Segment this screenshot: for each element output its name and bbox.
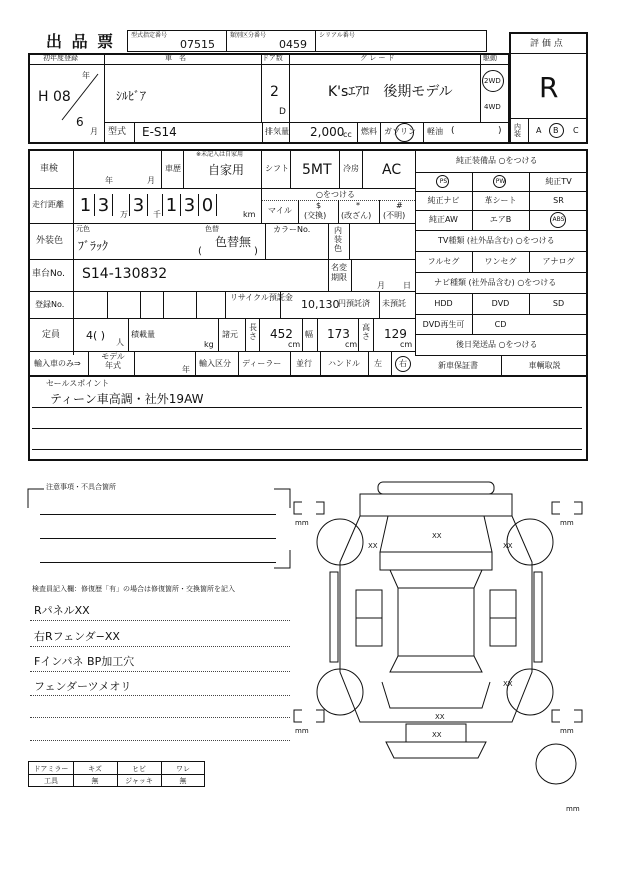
handle-left: 左 xyxy=(374,359,382,368)
length-cm: cm xyxy=(288,340,301,349)
name-change-label: 名変期限 xyxy=(331,263,347,282)
model-type-value: E-S14 xyxy=(142,125,177,139)
inspector-label: 検査員記入欄：修復歴「有」の場合は修復箇所・交換箇所を記入 xyxy=(32,585,235,593)
interior-grade-b: B xyxy=(553,126,559,135)
damage-mark: XX xyxy=(503,680,513,688)
color-paren-open: ( xyxy=(198,246,202,257)
car-name-label: 車 名 xyxy=(165,54,186,62)
interior-color-label: 内装色 xyxy=(334,226,342,253)
fuel-other-close: ) xyxy=(498,126,502,136)
model-type-label: 型式 xyxy=(108,127,127,137)
year-suffix: 年 xyxy=(82,71,90,80)
import-type-label: 輸入区分 xyxy=(199,359,231,368)
registration-label: 登録No. xyxy=(35,300,65,309)
chassis-no-value: S14-130832 xyxy=(82,266,168,282)
door-type: D xyxy=(279,107,286,117)
note-line-4: フェンダーツメオリ xyxy=(34,680,132,693)
tv-analog: アナログ xyxy=(542,257,575,266)
shift-label: シフト xyxy=(265,164,289,173)
mileage-digit: 0 xyxy=(201,194,214,216)
drive-label: 駆動 xyxy=(483,54,497,62)
equip-abs: ABS xyxy=(552,216,565,223)
tamper-star: * xyxy=(356,201,360,210)
class-code-box xyxy=(226,30,316,52)
exchange-label: (交換) xyxy=(304,211,327,220)
mileage-digit: 1 xyxy=(165,194,178,216)
nav-dvd: DVD xyxy=(491,299,510,308)
doors-value: 2 xyxy=(270,84,279,100)
displacement-value: 2,000 xyxy=(310,125,345,139)
doors-label: ドア数 xyxy=(262,54,283,62)
capacity-value: 4( ) xyxy=(86,329,106,342)
equip-navi: 純正ナビ xyxy=(427,196,460,205)
ac-value: AC xyxy=(382,162,402,178)
form-title: 出 品 票 xyxy=(46,32,116,51)
mm-unit: mm xyxy=(560,519,574,527)
interior-grade-label: 内装 xyxy=(514,123,521,138)
damage-mark: XX xyxy=(432,731,442,739)
grade-label: グ レ ー ド xyxy=(360,54,395,62)
tv-full: フルセグ xyxy=(427,257,460,266)
equip-leather: 革シート xyxy=(484,196,517,205)
equip-sr: SR xyxy=(553,196,564,205)
mm-unit: mm xyxy=(295,727,309,735)
name-change-month: 月 xyxy=(377,281,385,290)
width-cm: cm xyxy=(345,340,358,349)
exchange-dollar: $ xyxy=(316,201,322,210)
cc-unit: cc xyxy=(343,130,352,139)
handle-right: 右 xyxy=(399,359,407,368)
history-note: ※未記入は自家用 xyxy=(196,151,244,158)
note-line-3: Fインパネ BP加工穴 xyxy=(34,655,135,668)
nav-sd: SD xyxy=(552,299,565,308)
color-change-label: 色替 xyxy=(205,225,219,233)
equip-tv: 純正TV xyxy=(545,177,572,186)
dvd-playback: DVD再生可 xyxy=(422,320,465,329)
tv-oneseg: ワンセグ xyxy=(484,257,517,266)
model-code-box xyxy=(127,30,227,52)
color-change-value: 色替無 xyxy=(215,235,252,249)
rating-box xyxy=(509,32,588,144)
original-color-label: 元色 xyxy=(76,225,90,233)
width-value: 173 xyxy=(327,327,350,341)
length-value: 452 xyxy=(270,327,293,341)
equip-airbag: エアB xyxy=(489,215,512,224)
unit-sen: 千 xyxy=(153,210,161,219)
original-color-value: ﾌﾞﾗｯｸ xyxy=(78,239,109,253)
rating-value: R xyxy=(539,71,559,104)
tamper-label: (改ざん) xyxy=(341,211,372,220)
capacity-unit: 人 xyxy=(116,338,124,347)
mm-unit: mm xyxy=(566,805,580,813)
mileage-digit: 3 xyxy=(183,194,196,216)
grade-value: K'sｴｱﾛ 後期モデル xyxy=(328,84,453,100)
fuel-light-oil: 軽油 xyxy=(427,127,443,136)
serial-box xyxy=(315,30,487,52)
inspection-month-unit: 月 xyxy=(147,176,155,185)
capacity-label: 定員 xyxy=(42,330,61,340)
mileage-digit: 3 xyxy=(132,194,145,216)
damage-mark: XX xyxy=(435,713,445,721)
month-suffix: 月 xyxy=(90,127,98,136)
missing-header: ワレ xyxy=(176,764,190,773)
inspection-year-unit: 年 xyxy=(105,176,113,185)
mm-unit: mm xyxy=(560,727,574,735)
mileage-digit: 1 xyxy=(79,194,92,216)
unknown-hash: # xyxy=(396,201,403,210)
damage-mark: XX xyxy=(503,542,513,550)
damage-mark: XX xyxy=(432,532,442,540)
chassis-label: 車台No. xyxy=(32,269,65,279)
fuel-gasoline: ガソリン xyxy=(384,127,416,136)
recycle-pending: 未預託 xyxy=(382,299,406,308)
load-kg: kg xyxy=(204,340,214,349)
recycle-value: 10,130 xyxy=(301,298,340,311)
cd: CD xyxy=(494,320,507,329)
later-title: 後日発送品 ○をつける xyxy=(456,340,538,349)
model-code-value: 07515 xyxy=(180,38,215,51)
later-manual: 車輌取説 xyxy=(528,361,561,370)
nav-hdd: HDD xyxy=(434,299,453,308)
mile-label: マイル xyxy=(268,206,292,215)
tv-title: TV種類 (社外品含む) ○をつける xyxy=(438,236,555,245)
note-line-1: RパネルXX xyxy=(34,604,90,617)
first-reg-era: H 08 xyxy=(38,89,71,105)
load-label: 積載量 xyxy=(131,330,155,339)
color-paren-close: ) xyxy=(254,246,258,257)
missing-value: 無 xyxy=(179,776,187,785)
sales-point-label: セールスポイント xyxy=(46,379,110,388)
import-parallel: 並行 xyxy=(296,359,312,368)
unit-man: 万 xyxy=(120,210,128,219)
interior-grade-a: A xyxy=(536,126,542,135)
missing-header: ドアミラー xyxy=(33,764,69,773)
recycle-label: リサイクル預託金 xyxy=(230,293,293,302)
height-label: 高さ xyxy=(362,323,370,341)
handle-label: ハンドル xyxy=(328,359,360,368)
history-label: 車歴 xyxy=(165,164,181,173)
length-label: 長さ xyxy=(249,323,257,341)
mileage-digit: 3 xyxy=(97,194,110,216)
color-number-label: カラーNo. xyxy=(273,225,311,234)
mm-unit: mm xyxy=(295,519,309,527)
class-code-label: 類別区分番号 xyxy=(230,32,267,39)
first-reg-month: 6 xyxy=(76,115,84,129)
dims-label: 諸元 xyxy=(222,330,238,339)
sales-point-text: ティーン車高調・社外19AW xyxy=(50,392,204,406)
missing-value: 無 xyxy=(91,776,99,785)
inspection-label: 車検 xyxy=(40,164,59,174)
mileage-circle-note: ○をつける xyxy=(316,190,355,199)
height-cm: cm xyxy=(400,340,413,349)
recycle-unit: 円預託済 xyxy=(338,299,370,308)
model-code-label: 型式指定番号 xyxy=(131,32,168,39)
missing-header: ヒビ xyxy=(132,764,146,773)
car-name-value: ｼﾙﾋﾞｱ xyxy=(116,89,147,103)
rating-label: 評 価 点 xyxy=(530,39,563,49)
class-code-value: 0459 xyxy=(279,38,307,51)
missing-items-table xyxy=(28,761,205,787)
missing-value: 工具 xyxy=(44,776,58,785)
drive-2wd: 2WD xyxy=(484,77,501,85)
mileage-label: 走行距離 xyxy=(32,200,64,209)
serial-label: シリアル番号 xyxy=(319,32,355,39)
mileage-digits xyxy=(73,188,261,223)
equip-pw: PW xyxy=(495,178,506,185)
notes-bracket xyxy=(26,484,292,572)
drive-4wd: 4WD xyxy=(484,103,501,111)
later-warranty: 新車保証書 xyxy=(438,361,478,370)
equip-aw: 純正AW xyxy=(429,215,458,224)
model-year-unit: 年 xyxy=(182,365,190,374)
fuel-other-open: ( xyxy=(451,126,455,136)
note-line-2: 右Rフェンダ−XX xyxy=(34,630,120,643)
damage-mark: XX xyxy=(368,542,378,550)
equip-ps: PS xyxy=(439,178,448,185)
color-label: 外装色 xyxy=(36,236,64,246)
missing-value: ジャッキ xyxy=(125,776,153,785)
equipment-title: 純正装備品 ○をつける xyxy=(456,156,538,165)
first-reg-label: 初年度登録 xyxy=(43,54,78,62)
missing-header: キズ xyxy=(88,764,102,773)
unit-km: km xyxy=(243,210,256,219)
import-label: 輸入車のみ⇒ xyxy=(34,359,81,368)
displacement-label: 排気量 xyxy=(265,127,289,136)
ac-label: 冷房 xyxy=(343,164,359,173)
unknown-label: (不明) xyxy=(383,211,406,220)
height-value: 129 xyxy=(384,327,407,341)
model-year-label: モデル年式 xyxy=(101,352,125,370)
shift-value: 5MT xyxy=(302,162,332,178)
notes-label: 注意事項・不具合箇所 xyxy=(46,483,116,491)
name-change-day: 日 xyxy=(403,281,411,290)
nav-title: ナビ種類 (社外品含む) ○をつける xyxy=(434,278,557,287)
width-label: 幅 xyxy=(305,330,313,339)
import-dealer: ディーラー xyxy=(242,359,282,368)
fuel-label: 燃料 xyxy=(361,127,377,136)
interior-grade-c: C xyxy=(573,126,579,135)
history-value: 自家用 xyxy=(208,163,245,177)
